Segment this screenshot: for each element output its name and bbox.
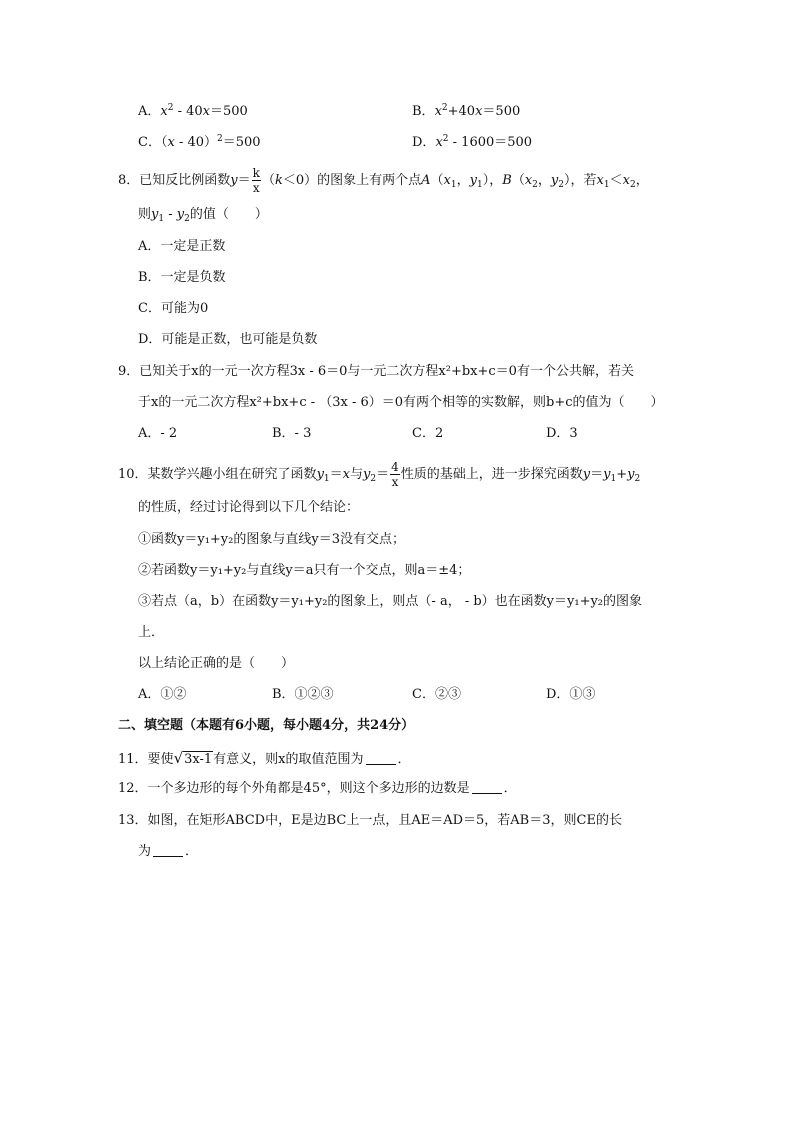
q10-stem-line2: 的性质，经过讨论得到以下几个结论： — [138, 500, 360, 515]
q8-stem-line2-end: 的值（ ） — [189, 207, 268, 222]
q7-option-b: B．$x^2+40x=500$ — [412, 103, 521, 119]
q7-option-d: D．$x^2 - 1600=500$ — [412, 134, 533, 150]
q10-number: 10． — [118, 467, 148, 482]
q8-fraction-denominator: x — [252, 181, 260, 195]
q10-option-a: A．①② — [138, 687, 187, 702]
q13-line2 — [138, 842, 198, 862]
q10-conclusion-3-line1: ③若点（a，b）在函数y＝y₁+y₂的图象上，则点（- a， - b）也在函数y＝y₁+y₂的图象 — [138, 594, 643, 609]
q7-option-a-label: A． — [138, 104, 161, 119]
q10-fraction — [390, 461, 400, 488]
q9-stem-line1 — [118, 362, 634, 382]
q7-option-a: A．$x^2 - 40x=500$ — [138, 103, 248, 119]
q10-conclusion-2: ②若函数y＝y₁+y₂与直线y＝a只有一个交点，则a＝±4； — [138, 563, 471, 578]
q10-conclusion-1: ①函数y＝y₁+y₂的图象与直线y＝3没有交点； — [138, 532, 405, 547]
q8-fraction — [252, 167, 261, 194]
section2-heading: 二、填空题（本题有6小题，每小题4分，共24分） — [118, 718, 415, 733]
q7-option-b-label: B． — [412, 104, 435, 119]
q10-fraction-numerator: 4 — [391, 460, 399, 474]
q9-option-c: C．2 — [412, 426, 444, 441]
q10-fraction-denominator: x — [391, 475, 399, 489]
q8-option-b: B．一定是负数 — [138, 270, 226, 285]
q12-line — [118, 779, 517, 799]
q13-number: 13． — [118, 813, 148, 828]
q10-line1-part2: 性质的基础上，进一步探究函数 — [400, 467, 583, 482]
q11-end: ． — [397, 752, 411, 767]
q11-number: 11． — [118, 752, 148, 767]
q10-conclusion-3-line2: 上． — [138, 625, 165, 640]
q12-end: ． — [503, 781, 517, 796]
q12-answer-blank — [472, 781, 502, 794]
q8-stem-line1: 8．已知反比例函数y＝ $\frac{k}{x}$ （k＜0）的图象上有两个点$A(x_1$，$y_1$），$B(x_2$，$y_2$），若$x_1<x_2$， — [118, 166, 649, 195]
sqrt-icon: √ — [173, 749, 184, 767]
q9-option-b: B．- 3 — [272, 426, 312, 441]
q8-number: 8． — [118, 173, 140, 188]
q10-option-b: B．①②③ — [272, 687, 334, 702]
q10-stem-line1: 10．某数学兴趣小组在研究了函数$y_1=x$与$y_2=$ $\frac{4}{x}$ 性质的基础上，进一步探究函数$y=y_1+y_2$ — [118, 460, 641, 489]
q13-line1-text: 如图，在矩形ABCD中，E是边BC上一点，且AE＝AD＝5，若AB＝3，则CE的长 — [147, 813, 622, 828]
q7-option-c-label: C． — [138, 135, 161, 150]
q13-answer-blank — [153, 844, 183, 857]
q8-option-d: D．可能是正数，也可能是负数 — [138, 332, 318, 347]
q12-text: 一个多边形的每个外角都是45°，则这个多边形的边数是 — [147, 781, 470, 796]
q9-number: 9． — [118, 364, 140, 379]
q8-option-a: A．一定是正数 — [138, 239, 226, 254]
q13-line2-start: 为 — [138, 844, 152, 859]
q13-end: ． — [185, 844, 199, 859]
q10-line1-part1: 某数学兴趣小组在研究了函数 — [147, 467, 317, 482]
q8-stem-part3: 若 — [583, 173, 597, 188]
q8-option-c: C．可能为0 — [138, 301, 209, 316]
q9-option-a: A．- 2 — [138, 426, 178, 441]
q8-stem-part1: 已知反比例函数 — [139, 173, 231, 188]
q11-part2: 有意义，则x的取值范围为 — [213, 752, 364, 767]
q11-answer-blank — [366, 752, 396, 765]
q8-stem-line2: 则$y_1 - y_2$的值（ ） — [138, 207, 268, 224]
q11-part1: 要使 — [147, 752, 174, 767]
q8-fraction-numerator: k — [252, 166, 260, 180]
q11-radicand: 3x-1 — [184, 752, 213, 767]
q10-option-c: C．②③ — [412, 687, 461, 702]
q7-option-c: C．（x - 40）$^2$＝500 — [138, 134, 261, 150]
q13-line1 — [118, 811, 622, 831]
q12-number: 12． — [118, 781, 148, 796]
q9-stem-line2: 于x的一元二次方程x²+bx+c - （3x - 6）＝0有两个相等的实数解，则b+c的值为（ ） — [138, 395, 664, 410]
q11-line — [118, 748, 411, 770]
q10-option-d: D．①③ — [546, 687, 596, 702]
q7-option-d-label: D． — [412, 135, 436, 150]
q10-ask: 以上结论正确的是（ ） — [138, 656, 295, 671]
q9-option-d: D．3 — [546, 426, 578, 441]
q9-line1: 已知关于x的一元一次方程3x - 6＝0与一元二次方程x²+bx+c＝0有一个公共解，若关 — [139, 364, 634, 379]
